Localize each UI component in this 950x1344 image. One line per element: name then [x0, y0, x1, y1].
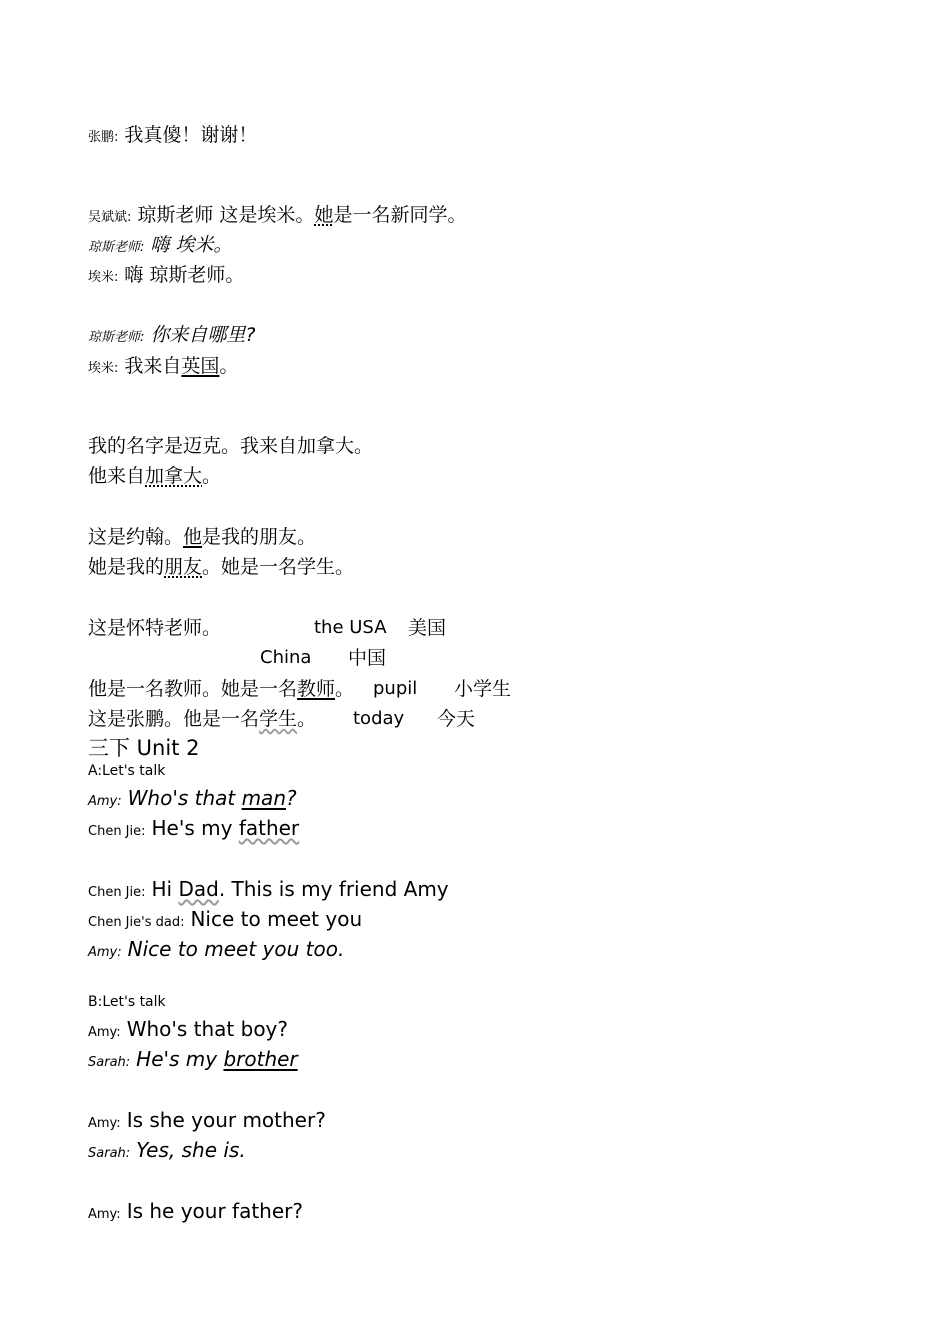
- dialog-line: [88, 1201, 303, 1221]
- sentence: 我的名字是迈克。我来自加拿大。: [88, 435, 374, 457]
- vocab-english: today: [353, 708, 405, 729]
- sentence-text: 是我的朋友。: [202, 526, 317, 548]
- vocab-english: pupil: [373, 678, 418, 699]
- underlined-word: 他: [183, 526, 203, 548]
- speaker-label: 埃米:: [88, 270, 119, 285]
- vocab-chinese: 美国: [408, 617, 447, 639]
- dialog-line: [88, 939, 344, 959]
- dialog-line: [88, 206, 466, 225]
- sentence-text: 。: [335, 678, 355, 700]
- speaker-label: Chen Jie:: [88, 885, 146, 900]
- vocab-chinese: 今天: [437, 708, 476, 730]
- speaker-label: 吴斌斌:: [88, 210, 132, 225]
- speaker-label: Amy:: [88, 1207, 121, 1222]
- section-title: B:Let's talk: [88, 994, 166, 1010]
- dialog-line: [88, 236, 232, 255]
- underlined-word: 学生: [259, 708, 298, 730]
- underlined-word: 朋友: [164, 556, 203, 578]
- sentence: [88, 710, 316, 729]
- speaker-label: 琼斯老师:: [88, 240, 145, 255]
- dialog-line: [88, 126, 257, 145]
- sentence-text: 这是张鹏。他是一名: [88, 708, 260, 730]
- speaker-label: 张鹏:: [88, 130, 119, 145]
- sentence-text: 他来自: [88, 465, 146, 487]
- vocab-chinese: 中国: [348, 647, 387, 669]
- sentence-text: 。: [297, 708, 317, 730]
- dialog-text: 。: [219, 355, 239, 377]
- dialog-text: Who's that: [127, 786, 242, 810]
- speaker-label: Chen Jie:: [88, 824, 146, 839]
- dialog-line: [88, 1110, 326, 1130]
- underlined-word: 教师: [297, 678, 336, 700]
- dialog-text: 琼斯老师 这是埃米。: [137, 204, 315, 226]
- sentence: 这是怀特老师。: [88, 617, 222, 639]
- vocab-chinese: 小学生: [454, 678, 512, 700]
- underlined-word: 加拿大: [145, 465, 203, 487]
- sentence-text: 他是一名教师。她是一名: [88, 678, 298, 700]
- sentence: [88, 680, 354, 699]
- dialog-text: Nice to meet you too.: [127, 937, 345, 961]
- speaker-label: Amy:: [88, 945, 122, 960]
- underlined-word: father: [238, 816, 300, 840]
- dialog-text: 是一名新同学。: [333, 204, 467, 226]
- dialog-line: [88, 1140, 246, 1160]
- dialog-text: He's my: [151, 816, 239, 840]
- dialog-text: 我来自: [124, 355, 182, 377]
- dialog-text: 我真傻！谢谢！: [124, 124, 258, 146]
- vocab-english: China: [260, 647, 312, 668]
- dialog-text: Is he your father?: [126, 1199, 303, 1223]
- dialog-text: ?: [286, 786, 297, 810]
- sentence: [88, 528, 316, 547]
- dialog-text: Is she your mother?: [126, 1108, 326, 1132]
- dialog-line: [88, 818, 299, 838]
- dialog-line: [88, 266, 244, 285]
- dialog-text: Nice to meet you: [190, 907, 363, 931]
- speaker-label: Amy:: [88, 1025, 121, 1040]
- dialog-line: [88, 1049, 298, 1069]
- sentence: [88, 558, 354, 577]
- dialog-line: [88, 909, 362, 929]
- sentence-text: 这是约翰。: [88, 526, 184, 548]
- underlined-word: 英国: [181, 355, 220, 377]
- sentence-text: 。: [202, 465, 222, 487]
- speaker-label: 埃米:: [88, 361, 119, 376]
- underlined-word: brother: [223, 1047, 298, 1071]
- underlined-word: Dad: [178, 877, 219, 901]
- dialog-line: [88, 788, 297, 808]
- dialog-text: Who's that boy?: [126, 1017, 289, 1041]
- dialog-text: Hi: [151, 877, 179, 901]
- sentence-text: 。她是一名学生。: [202, 556, 355, 578]
- dialog-text: 嗨 埃米。: [150, 234, 233, 256]
- dialog-text: Yes, she is.: [136, 1138, 246, 1162]
- dialog-text: 嗨 琼斯老师。: [124, 264, 245, 286]
- dialog-line: [88, 1019, 288, 1039]
- dialog-line: [88, 357, 238, 376]
- dialog-text: He's my: [136, 1047, 224, 1071]
- speaker-label: 琼斯老师:: [88, 330, 145, 345]
- vocab-english: the USA: [314, 617, 387, 638]
- dialog-text: 你来自哪里?: [150, 324, 256, 346]
- section-title: A:Let's talk: [88, 763, 166, 779]
- underlined-word: man: [241, 786, 286, 810]
- dialog-line: [88, 879, 449, 899]
- speaker-label: Sarah:: [88, 1146, 131, 1161]
- underlined-word: 她: [314, 204, 334, 226]
- speaker-label: Sarah:: [88, 1055, 131, 1070]
- dialog-line: [88, 326, 255, 345]
- speaker-label: Amy:: [88, 1116, 121, 1131]
- speaker-label: Chen Jie's dad:: [88, 915, 185, 930]
- sentence-text: 她是我的: [88, 556, 165, 578]
- sentence: [88, 467, 221, 486]
- unit-title: 三下 Unit 2: [88, 736, 200, 760]
- dialog-text: . This is my friend Amy: [218, 877, 449, 901]
- speaker-label: Amy:: [88, 794, 122, 809]
